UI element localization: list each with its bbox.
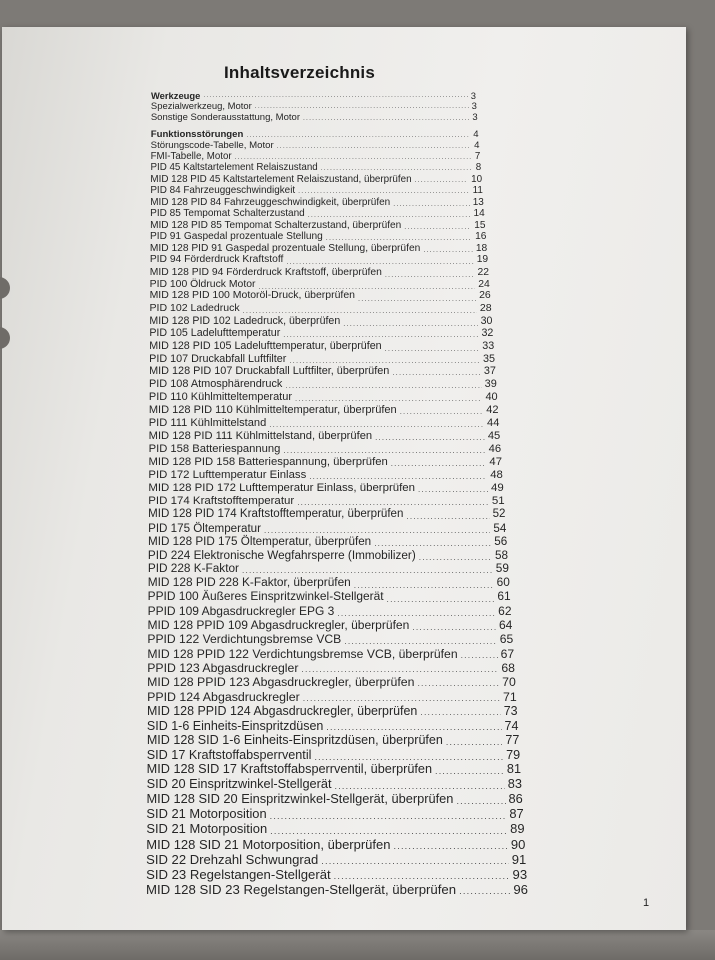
toc-entry (146, 823, 524, 836)
toc-entry (149, 457, 503, 468)
toc-dot-leader (420, 708, 500, 717)
toc-entry (150, 268, 489, 278)
toc-entry-page: 8 (475, 162, 482, 174)
toc-entry-page: 3 (471, 100, 477, 112)
toc-entry-title: Störungscode-Tabelle, Motor (150, 140, 274, 152)
toc-entry-title: PID 100 Öldruck Motor (149, 278, 256, 290)
toc-entry (147, 793, 523, 806)
toc-dot-leader (303, 116, 469, 123)
toc-entry (150, 198, 484, 208)
toc-dot-leader (270, 812, 507, 821)
toc-entry (147, 749, 520, 762)
toc-dot-leader (203, 93, 467, 100)
toc-entry-title: SID 23 Regelstangen-Stellgerät (146, 866, 331, 882)
toc-entry (146, 838, 525, 851)
toc-entry (148, 605, 512, 617)
toc-entry (149, 444, 502, 455)
toc-entry-page: 89 (510, 821, 525, 837)
toc-entry-title: PID 94 Förderdruck Kraftstoff (149, 253, 284, 265)
toc-entry-title: MID 128 PID 107 Druckabfall Luftfilter, überprüfen (149, 365, 390, 378)
toc-entry-page: 52 (492, 508, 506, 521)
toc-entry-page: 73 (503, 703, 518, 718)
toc-dot-leader (255, 104, 469, 111)
toc-dot-leader (412, 623, 496, 631)
toc-entry-page: 19 (476, 253, 489, 265)
toc-entry-title: MID 128 PID 100 Motoröl-Druck, überprüfen (149, 290, 355, 302)
toc-entry-page: 48 (490, 468, 503, 481)
toc-entry-page: 49 (491, 481, 504, 494)
toc-entry (150, 175, 482, 185)
toc-entry-title: PID 105 Ladelufttemperatur (149, 327, 281, 340)
toc-dot-leader (374, 540, 491, 548)
toc-dot-leader (259, 283, 476, 290)
toc-entry-title: PID 175 Öltemperatur (148, 522, 261, 536)
toc-entry-title: PID 228 K-Faktor (147, 561, 239, 576)
toc-entry (147, 763, 521, 776)
page-title: Inhaltsverzeichnis (224, 63, 375, 82)
toc-entry-title: MID 128 SID 21 Motorposition, überprüfen (146, 836, 391, 852)
toc-entry-title: PPID 124 Abgasdruckregler (147, 689, 300, 704)
toc-entry-page: 79 (506, 748, 521, 763)
toc-entry-page: 96 (513, 881, 528, 897)
toc-entry (150, 292, 491, 302)
toc-dot-leader (387, 595, 495, 603)
page-number: 1 (643, 897, 650, 909)
toc-entry (150, 244, 487, 254)
toc-entry (150, 221, 485, 231)
toc-dot-leader (394, 842, 508, 851)
toc-entry-page: 7 (474, 151, 481, 163)
toc-entry (148, 509, 505, 521)
toc-entry (148, 483, 503, 494)
toc-entry-title: SID 21 Motorposition (146, 821, 268, 837)
toc-dot-leader (243, 307, 477, 314)
toc-entry (150, 255, 488, 265)
toc-entry-page: 81 (506, 762, 522, 777)
toc-entry-title: MID 128 PID 172 Lufttemperatur Einlass, überprüfen (148, 481, 415, 494)
toc-entry-title: PID 85 Tempomat Schalterzustand (150, 207, 305, 219)
toc-entry-page: 87 (509, 806, 524, 822)
toc-dot-leader (270, 827, 507, 836)
toc-entry (147, 633, 513, 645)
toc-entry-page: 74 (504, 718, 519, 733)
toc-entry-page: 33 (482, 340, 495, 353)
toc-entry-page: 24 (478, 278, 490, 290)
toc-entry-page: 4 (473, 129, 479, 141)
toc-dot-leader (400, 408, 484, 416)
toc-entry-page: 46 (488, 442, 502, 455)
toc-entry (150, 232, 486, 242)
toc-entry (150, 186, 483, 196)
toc-entry-title: PPID 123 Abgasdruckregler (147, 660, 299, 675)
toc-entry-page: 32 (481, 327, 494, 340)
toc-entry (148, 496, 504, 507)
toc-entry-title: MID 128 PID 111 Kühlmittelstand, überprüfen (148, 429, 373, 442)
toc-entry-title: MID 128 PID 85 Tempomat Schalterzustand, überprüfen (150, 219, 402, 231)
toc-entry-title: SID 17 Kraftstoffabsperrventil (146, 748, 312, 763)
toc-dot-leader (295, 395, 482, 403)
toc-entry-title: MID 128 PID 174 Kraftstofftemperatur, überprüfen (148, 508, 404, 521)
toc-entry-page: 45 (487, 429, 501, 442)
toc-dot-leader (283, 447, 485, 455)
toc-dot-leader (314, 753, 503, 762)
toc-dot-leader (277, 144, 471, 151)
toc-dot-leader (309, 473, 487, 481)
toc-entry (149, 392, 498, 403)
toc-entry-title: MID 128 PID 45 Kaltstartelement Relaiszustand, überprüfen (150, 174, 412, 186)
toc-entry-title: SID 20 Einspritzwinkel-Stellgerät (146, 776, 332, 792)
toc-entry-page: 86 (508, 791, 523, 807)
toc-entry-page: 22 (477, 266, 489, 278)
toc-entry-page: 18 (475, 242, 488, 254)
toc-entry (149, 418, 500, 429)
toc-dot-leader (456, 797, 505, 806)
toc-entry (149, 316, 492, 327)
toc-dot-leader (334, 872, 510, 881)
toc-dot-leader (418, 486, 488, 494)
toc-dot-leader (286, 258, 473, 265)
toc-entry (149, 328, 493, 339)
toc-entry-title: MID 128 PID 94 Förderdruck Kraftstoff, überprüfen (149, 266, 382, 278)
toc-entry-page: 26 (479, 290, 491, 302)
toc-entry-title: Werkzeuge (151, 89, 201, 101)
toc-dot-leader (321, 166, 473, 173)
toc-dot-leader (283, 331, 478, 338)
toc-entry-title: PID 108 Atmosphärendruck (149, 378, 283, 391)
toc-entry-title: MID 128 PPID 109 Abgasdruckregler, überprüfen (147, 617, 410, 632)
toc-dot-leader (415, 178, 469, 185)
toc-entry-page: 62 (498, 604, 512, 618)
toc-entry (149, 431, 501, 442)
toc-entry (147, 705, 518, 717)
toc-entry-page: 93 (512, 866, 528, 882)
toc-entry-title: PID 172 Lufttemperatur Einlass (148, 468, 307, 481)
toc-dot-leader (297, 499, 489, 507)
toc-entry-page: 30 (480, 315, 493, 328)
toc-entry-page: 65 (499, 631, 514, 646)
toc-entry-page: 11 (472, 185, 483, 197)
toc-entry-title: PID 224 Elektronische Wegfahrsperre (Immobilizer) (147, 549, 416, 563)
toc-entry-title: MID 128 PID 91 Gaspedal prozentuale Stellung, überprüfen (149, 242, 421, 254)
toc-entry-page: 42 (486, 404, 499, 416)
toc-entry (147, 676, 516, 688)
toc-entry (147, 662, 515, 674)
toc-dot-leader (406, 513, 489, 521)
toc-entry-title: MID 128 PID 110 Kühlmitteltemperatur, überprüfen (148, 404, 397, 416)
toc-entry-title: PID 84 Fahrzeuggeschwindigkeit (150, 185, 296, 197)
toc-entry (146, 883, 528, 896)
toc-entry-page: 3 (470, 89, 476, 101)
toc-dot-leader (321, 857, 508, 866)
toc-entry (148, 619, 513, 631)
toc-dot-leader (354, 581, 494, 589)
toc-entry-title: Sonstige Sonderausstattung, Motor (150, 112, 300, 124)
toc-entry-title: MID 128 PPID 124 Abgasdruckregler, überprüfen (147, 703, 418, 718)
toc-entry-page: 61 (497, 589, 511, 604)
toc-dot-leader (326, 723, 501, 732)
toc-entry (151, 141, 480, 151)
toc-entry (148, 470, 502, 481)
toc-entry (151, 114, 478, 124)
toc-entry-page: 13 (472, 197, 484, 208)
toc-dot-leader (391, 460, 487, 468)
toc-entry-title: PID 107 Druckabfall Luftfilter (149, 353, 287, 366)
toc-entry-page: 37 (483, 365, 496, 378)
toc-entry-page: 3 (472, 112, 478, 124)
toc-dot-leader (242, 567, 493, 575)
toc-dot-leader (264, 527, 490, 535)
table-of-contents (2, 27, 686, 930)
toc-entry-page: 39 (484, 378, 497, 391)
toc-dot-leader (461, 651, 498, 660)
toc-entry-page: 51 (491, 494, 505, 507)
toc-dot-leader (246, 133, 470, 140)
toc-entry (147, 648, 514, 660)
toc-entry-page: 58 (494, 549, 509, 563)
toc-entry (150, 280, 490, 290)
toc-entry-title: PID 110 Kühlmitteltemperatur (148, 390, 292, 403)
toc-entry (149, 354, 495, 365)
toc-dot-leader (326, 235, 472, 242)
toc-dot-leader (385, 271, 475, 278)
toc-entry (148, 523, 506, 535)
toc-entry-title: SID 1-6 Einheits-Einspritzdüsen (146, 718, 324, 733)
toc-entry-title: PID 158 Batteriespannung (148, 442, 281, 455)
toc-entry (149, 379, 497, 390)
toc-entry-page: 90 (510, 836, 526, 852)
toc-dot-leader (446, 738, 502, 747)
toc-entry (146, 808, 523, 821)
toc-entry-title: MID 128 PPID 122 Verdichtungsbremse VCB, überprüfen (147, 646, 458, 661)
toc-entry-page: 59 (495, 561, 509, 576)
toc-entry-title: MID 128 SID 20 Einspritzwinkel-Stellgerät, überprüfen (146, 791, 454, 807)
toc-entry (147, 691, 517, 703)
toc-dot-leader (375, 434, 485, 442)
toc-entry-page: 70 (502, 674, 516, 689)
toc-entry (151, 152, 481, 162)
toc-entry-title: MID 128 PID 102 Ladedruck, überprüfen (149, 315, 341, 328)
toc-entry (146, 868, 527, 881)
toc-entry-title: MID 128 PID 158 Batteriespannung, überprüfen (148, 455, 388, 468)
toc-entry-page: 54 (493, 522, 507, 536)
toc-entry-page: 71 (502, 689, 517, 704)
document-page (2, 27, 686, 930)
toc-dot-leader (417, 679, 499, 688)
toc-entry-page: 60 (496, 575, 510, 590)
toc-entry-page: 91 (511, 851, 527, 867)
toc-heading (151, 130, 479, 140)
toc-entry-title: SID 22 Drehzahl Schwungrad (146, 851, 319, 867)
toc-entry-title: PPID 100 Äußeres Einspritzwinkel-Stellgerät (147, 589, 384, 604)
toc-heading (151, 91, 476, 100)
toc-entry-title: PID 45 Kaltstartelement Relaiszustand (150, 162, 318, 174)
toc-entry-page: 68 (501, 660, 515, 675)
toc-entry-title: MID 128 PID 105 Ladelufttemperatur, überprüfen (149, 340, 382, 353)
backdrop (0, 930, 715, 960)
toc-entry-title: PPID 109 Abgasdruckregler EPG 3 (147, 604, 335, 618)
toc-entry-title: PID 111 Kühlmittelstand (148, 416, 267, 429)
toc-entry (148, 591, 511, 603)
toc-entry-page: 4 (474, 140, 480, 152)
toc-dot-leader (335, 782, 505, 791)
toc-dot-leader (343, 320, 477, 327)
toc-dot-leader (269, 421, 484, 429)
toc-dot-leader (404, 224, 471, 231)
toc-dot-leader (298, 189, 469, 196)
toc-dot-leader (358, 295, 476, 302)
toc-entry-page: 44 (487, 416, 500, 429)
toc-dot-leader (289, 357, 480, 365)
toc-entry (148, 536, 507, 548)
toc-entry-page: 67 (500, 646, 515, 661)
toc-entry-title: PID 91 Gaspedal prozentuale Stellung (150, 230, 323, 242)
toc-entry (151, 163, 482, 173)
toc-entry-page: 16 (475, 230, 487, 242)
toc-entry-title: MID 128 PID 175 Öltemperatur, überprüfen (148, 535, 372, 549)
toc-entry-page: 10 (471, 174, 483, 186)
toc-dot-leader (459, 887, 510, 896)
toc-entry-page: 77 (505, 733, 520, 748)
toc-entry-page: 15 (474, 219, 486, 231)
toc-entry-page: 56 (494, 535, 508, 549)
toc-entry (149, 366, 496, 377)
toc-entry (149, 341, 494, 352)
toc-dot-leader (393, 201, 470, 208)
toc-entry (149, 405, 499, 416)
toc-entry (148, 577, 510, 589)
toc-dot-leader (303, 694, 500, 703)
toc-entry-page: 28 (479, 302, 492, 315)
toc-dot-leader (419, 554, 492, 562)
toc-entry-title: Funktionsstörungen (150, 129, 244, 141)
toc-dot-leader (435, 767, 504, 776)
toc-entry (150, 209, 485, 219)
toc-dot-leader (337, 609, 495, 617)
toc-entry-title: FMI-Tabelle, Motor (150, 151, 232, 163)
toc-dot-leader (285, 382, 481, 390)
toc-entry-page: 40 (485, 390, 498, 403)
toc-entry-title: MID 128 PID 228 K-Faktor, überprüfen (147, 575, 351, 590)
toc-entry-page: 64 (498, 617, 513, 632)
toc-entry-title: SID 21 Motorposition (146, 806, 267, 822)
toc-entry-title: PID 102 Ladedruck (149, 302, 240, 315)
toc-dot-leader (308, 212, 471, 219)
toc-dot-leader (385, 345, 480, 353)
toc-entry (146, 853, 526, 866)
toc-entry-title: MID 128 PPID 123 Abgasdruckregler, überprüfen (147, 674, 415, 689)
toc-dot-leader (344, 637, 497, 645)
toc-entry-title: Spezialwerkzeug, Motor (150, 100, 252, 112)
toc-entry-page: 47 (489, 455, 502, 468)
toc-entry (151, 102, 477, 111)
toc-entry-page: 35 (483, 353, 496, 366)
toc-entry-page: 14 (473, 207, 485, 219)
toc-entry (150, 304, 492, 315)
toc-entry-title: MID 128 SID 1-6 Einheits-Einspritzdüsen, überprüfen (146, 733, 443, 748)
toc-dot-leader (301, 665, 498, 674)
toc-entry-title: PPID 122 Verdichtungsbremse VCB (147, 631, 342, 646)
toc-dot-leader (423, 247, 473, 254)
toc-entry (148, 563, 509, 575)
toc-entry (147, 720, 519, 733)
toc-entry (147, 778, 522, 791)
toc-entry-title: PID 174 Kraftstofftemperatur (148, 494, 295, 507)
toc-dot-leader (392, 369, 481, 377)
toc-entry-title: MID 128 SID 17 Kraftstoffabsperrventil, überprüfen (146, 762, 433, 777)
toc-entry (147, 734, 520, 747)
toc-entry-page: 83 (507, 776, 522, 792)
toc-entry-title: MID 128 PID 84 Fahrzeuggeschwindigkeit, überprüfen (150, 197, 391, 208)
toc-dot-leader (235, 155, 472, 162)
toc-entry-title: MID 128 SID 23 Regelstangen-Stellgerät, überprüfen (146, 881, 457, 897)
